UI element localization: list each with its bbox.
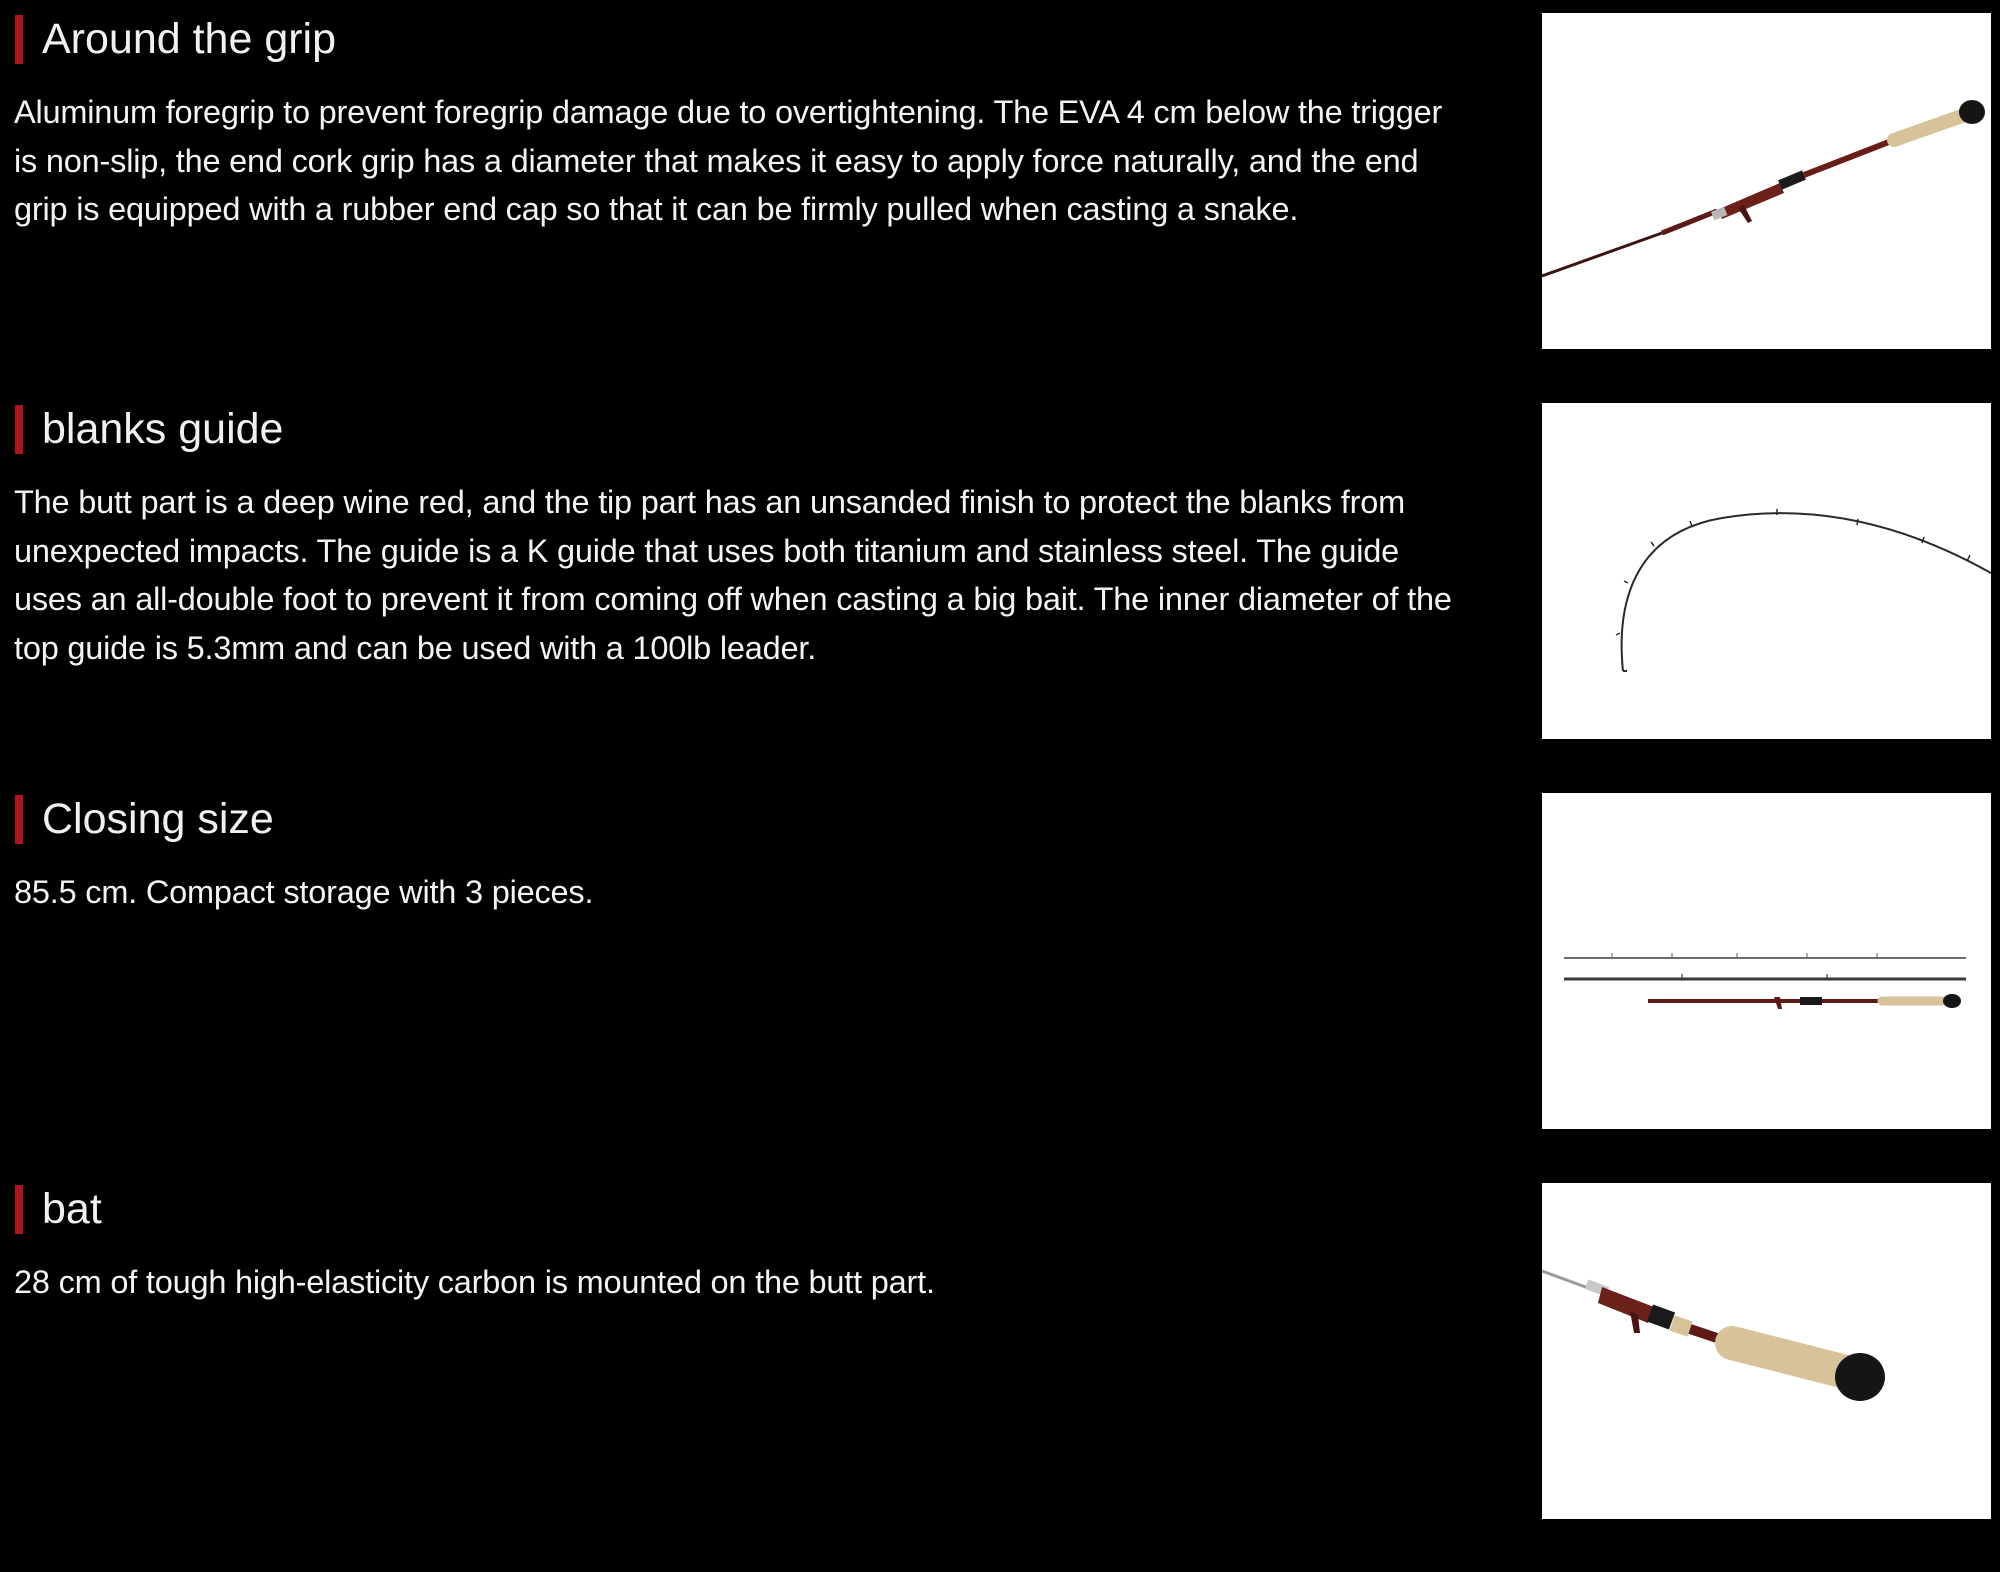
accent-bar [15,15,23,64]
accent-bar [15,1185,23,1234]
accent-bar [15,405,23,454]
butt-grip-illustration [1542,1183,1991,1519]
section-title: bat [42,1185,102,1233]
section-title: Closing size [42,795,274,843]
bent-rod-illustration [1542,403,1991,739]
feature-text-closing-size [14,792,1464,917]
accent-bar [15,795,23,844]
feature-text-blanks-guide [14,402,1464,672]
section-heading [14,1182,1464,1236]
section-title: blanks guide [42,405,284,453]
feature-text-bat [14,1182,1464,1307]
section-heading [14,792,1464,846]
rod-grip-image [1542,13,1991,349]
section-title: Around the grip [42,15,337,63]
section-description: The butt part is a deep wine red, and the tip part has an unsanded finish to protect the blanks from unexpected impacts. The guide is a K guide that uses both titanium and stainless steel. The guide uses an all-double foot to prevent it from coming off when casting a big bait. The inner diameter of the top guide is 5.3mm and can be used with a 100lb leader. [14,484,1452,666]
three-piece-rod-illustration [1542,793,1991,1129]
feature-section-bat [0,1182,2000,1572]
rod-grip-illustration [1542,13,1991,349]
three-piece-rod-image [1542,793,1991,1129]
feature-section-blanks-guide [0,402,2000,792]
section-description: 28 cm of tough high-elasticity carbon is mounted on the butt part. [14,1264,935,1300]
feature-section-grip [0,12,2000,402]
section-description: Aluminum foregrip to prevent foregrip damage due to overtightening. The EVA 4 cm below the trigger is non-slip, the end cork grip has a diameter that makes it easy to apply force naturally, and the end grip is equipped with a rubber end cap so that it can be firmly pulled when casting a snake. [14,94,1443,227]
section-heading [14,12,1464,66]
section-heading [14,402,1464,456]
bent-rod-image [1542,403,1991,739]
feature-text-grip [14,12,1464,234]
feature-section-closing-size [0,792,2000,1182]
section-description: 85.5 cm. Compact storage with 3 pieces. [14,874,594,910]
butt-grip-image [1542,1183,1991,1519]
